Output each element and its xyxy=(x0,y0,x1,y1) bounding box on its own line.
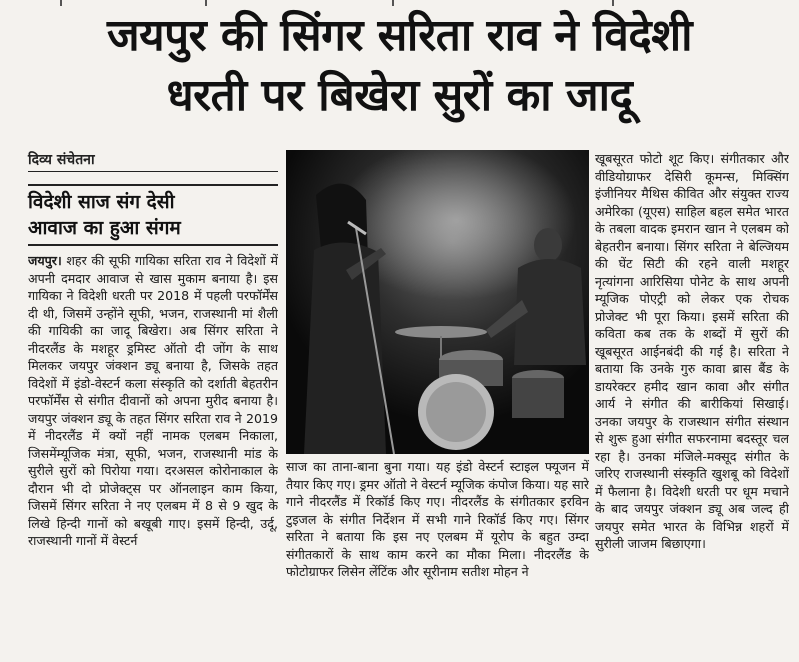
subheadline-line-1: विदेशी साज संग देसी xyxy=(28,191,175,213)
article-column-2 xyxy=(286,458,589,660)
column-2-text: साज का ताना-बाना बुना गया। यह इंडो वेस्टर्न स्टाइल फ्यूजन में तैयार किए गए। ड्रमर ऑतो ने वेस्टर्न म्यूजिक कंपोज किया। यह सारे गाने नीदरलैंड में रिकॉर्ड किए गए। नीदरलैंड के संगीतकार इरविन टुइजल के संगीत निर्देशन में सभी गाने रिकॉर्ड किए गए। सिंगर सरिता ने बताया कि इस नए एलबम में यूरोप के बहुत उम्दा संगीतकारों के साथ काम करने का मौका मिला। नीदरलैंड के फोटोग्राफर लिसेन लेंटिंक और सूरीनाम सतीश मोहन ने xyxy=(286,459,589,579)
subheadline xyxy=(28,189,268,241)
headline xyxy=(0,6,799,126)
headline-line-1: जयपुर की सिंगर सरिता राव ने विदेशी xyxy=(106,10,693,61)
byline: दिव्य संचेतना xyxy=(28,152,95,168)
subhead-rule-top xyxy=(28,184,278,186)
column-1-text: शहर की सूफी गायिका सरिता राव ने विदेशों में अपनी दमदार आवाज से खास मुकाम बनाया है। इस गायिका ने विदेशी धरती पर 2018 में पहली परफॉर्मेंस दी थी, जिसमें उन्होंने सूफी, भजन, राजस्थानी मांं शैली की गायिकी का जादू बिखेरा। अब सिंगर सरिता ने नीदरलैंड के मशहूर ड्रमिस्ट ऑतो दी जोंग के साथ मिलकर जयपुर जंक्शन ड्यू बनाया है, जिसके तहत विदेशों में इंडो-वेस्टर्न कला संस्कृति को दर्शाती बेहतरीन परफॉर्मेंस से संगीत दीवानों को अपना मुरीद बनाया है। जयपुर जंक्शन ड्यू के तहत सिंगर सरिता राव ने 2019 में नीदरलैंड में क्यों नहीं नामक एलबम निकाला, जिसमेंम्यूजिक मंत्रा, सूफी, भजन, राजस्थानी मांड के सुरीले सुरों को पिरोया गया। दरअसल कोरोनाकाल के दौरान भी दो प्रोजेक्ट्स पर ऑनलाइन काम किया, जिसमें सिंगर सरिता ने नए एलबम में 8 से 9 खुद के लिखे हिन्दी गानों को बखूबी गाए। इसमें हिन्दी, उर्दू, राजस्थानी गानों में वेस्टर्न xyxy=(28,253,278,548)
headline-line-2: धरती पर बिखेरा सुरों का जादू xyxy=(166,70,633,121)
subhead-rule-bottom xyxy=(28,244,278,246)
article-photo xyxy=(286,150,589,454)
column-3-text: खूबसूरत फोटो शूट किए। संगीतकार और वीडियोग्राफर देसिरी कूमन्स, मिक्सिंग इंजीनियर मैथिस कीवित और संयुक्त राज्य अमेरिका (यूएस) साहिल बहल समेत भारत के तबला वादक इमरान खान ने एलबम को बेहतरीन बनाया। सिंगर सरिता ने बेल्जियम की घेंट सिटी की रहने वाली मशहूर नृत्यांगना आरिसिया पोनेट के साथ अपनी म्यूजिक पोएट्री को लेकर एक रोचक प्रोजेक्ट भी पूरा किया। इसमें सरिता की कविता कब तक के शब्दों में सुरों की खूबसूरत आईनबंदी की गई है। सरिता ने बताया कि उनके गुरु कावा ब्रास बैंड के डायरेक्टर हमीद खान कावा और संगीत आर्य ने संगीत की बारीकियां सिखाई। उनका जयपुर के राजस्थान संगीत संस्थान से शुरू हुआ संगीत सफरनामा बदस्तूर चल रहा है। उनका मंजिले-मक्सूद संगीत के जरिए राजस्थानी संस्कृति खुशबू को विदेशों में फैलाना है। विदेशी धरती पर धूम मचाने के बाद जयपुर जंक्शन ड्यू अब जल्द ही जयपुर समेत भारत के विभिन्न शहरों में सुरीली जाजम बिछाएगा। xyxy=(595,151,789,551)
article-column-3 xyxy=(595,150,789,660)
concert-photo-graphic xyxy=(286,150,589,454)
article-column-1 xyxy=(28,252,278,660)
subheadline-line-2: आवाज का हुआ संगम xyxy=(28,217,181,239)
byline-rule xyxy=(28,171,278,172)
dateline: जयपुर। xyxy=(28,253,62,268)
